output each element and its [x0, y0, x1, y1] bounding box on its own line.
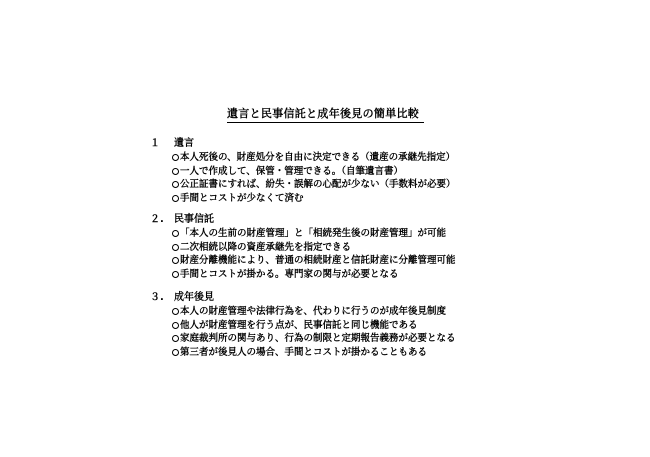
section-will — [150, 137, 456, 205]
list-item — [172, 254, 456, 268]
list-item-text: 第三者が後見人の場合、手間とコストが掛かることもある — [180, 346, 428, 358]
list-item — [172, 319, 456, 333]
list-item-text: 本人の財産管理や法律行為を、代わりに行うのが成年後見制度 — [180, 306, 447, 317]
section-heading — [150, 291, 456, 305]
circle-bullet-icon — [172, 195, 179, 202]
circle-bullet-icon — [172, 244, 179, 251]
circle-bullet-icon — [172, 230, 179, 237]
circle-bullet-icon — [172, 154, 179, 161]
list-item — [172, 346, 456, 360]
list-item-text: 手間とコストが掛かる。専門家の関与が必要となる — [180, 268, 399, 280]
circle-bullet-icon — [172, 335, 179, 342]
circle-bullet-icon — [172, 181, 179, 188]
list-item-text: 他人が財産管理を行う点が、民事信託と同じ機能である — [180, 319, 418, 331]
list-item — [172, 165, 456, 179]
circle-bullet-icon — [172, 271, 179, 278]
list-item — [172, 241, 456, 255]
list-item-text: 財産分離機能により、普通の相続財産と信託財産に分離管理可能 — [180, 255, 456, 267]
section-adult-guardianship — [150, 291, 456, 359]
section-number: １ — [150, 138, 160, 149]
list-item — [172, 332, 456, 346]
circle-bullet-icon — [172, 257, 179, 264]
bullet-list — [150, 227, 456, 281]
section-heading — [150, 213, 456, 227]
section-number: ３. — [150, 292, 164, 303]
title-underline — [227, 122, 424, 123]
list-item — [172, 151, 456, 165]
bullet-list — [150, 151, 456, 205]
list-item — [172, 305, 456, 319]
list-item-text: 一人で作成して、保管・管理できる。（自筆遺言書） — [180, 165, 404, 177]
section-title: 民事信託 — [174, 214, 214, 225]
list-item — [172, 227, 456, 241]
bullet-list — [150, 305, 456, 359]
list-item-text: 手間とコストが少なくて済む — [180, 192, 304, 204]
list-item-text: 本人死後の、財産処分を自由に決定できる（遺産の承継先指定） — [180, 152, 456, 163]
section-title: 遺言 — [174, 138, 194, 149]
list-item — [172, 178, 456, 192]
list-item-text: 家庭裁判所の関与あり、行為の制限と定期報告義務が必要となる — [180, 333, 456, 345]
circle-bullet-icon — [172, 168, 179, 175]
circle-bullet-icon — [172, 349, 179, 356]
document-title: 遺言と民事信託と成年後見の簡単比較 — [227, 107, 420, 120]
section-number: ２. — [150, 214, 164, 225]
section-title: 成年後見 — [174, 292, 214, 303]
section-heading — [150, 137, 456, 151]
circle-bullet-icon — [172, 308, 179, 315]
list-item — [172, 268, 456, 282]
list-item — [172, 192, 456, 206]
circle-bullet-icon — [172, 322, 179, 329]
list-item-text: 二次相続以降の資産承継先を指定できる — [180, 241, 352, 253]
list-item-text: 「本人の生前の財産管理」と「相続発生後の財産管理」が可能 — [180, 228, 447, 239]
list-item-text: 公正証書にすれば、紛失・誤解の心配が少ない（手数料が必要） — [180, 179, 456, 191]
section-civil-trust — [150, 213, 456, 281]
